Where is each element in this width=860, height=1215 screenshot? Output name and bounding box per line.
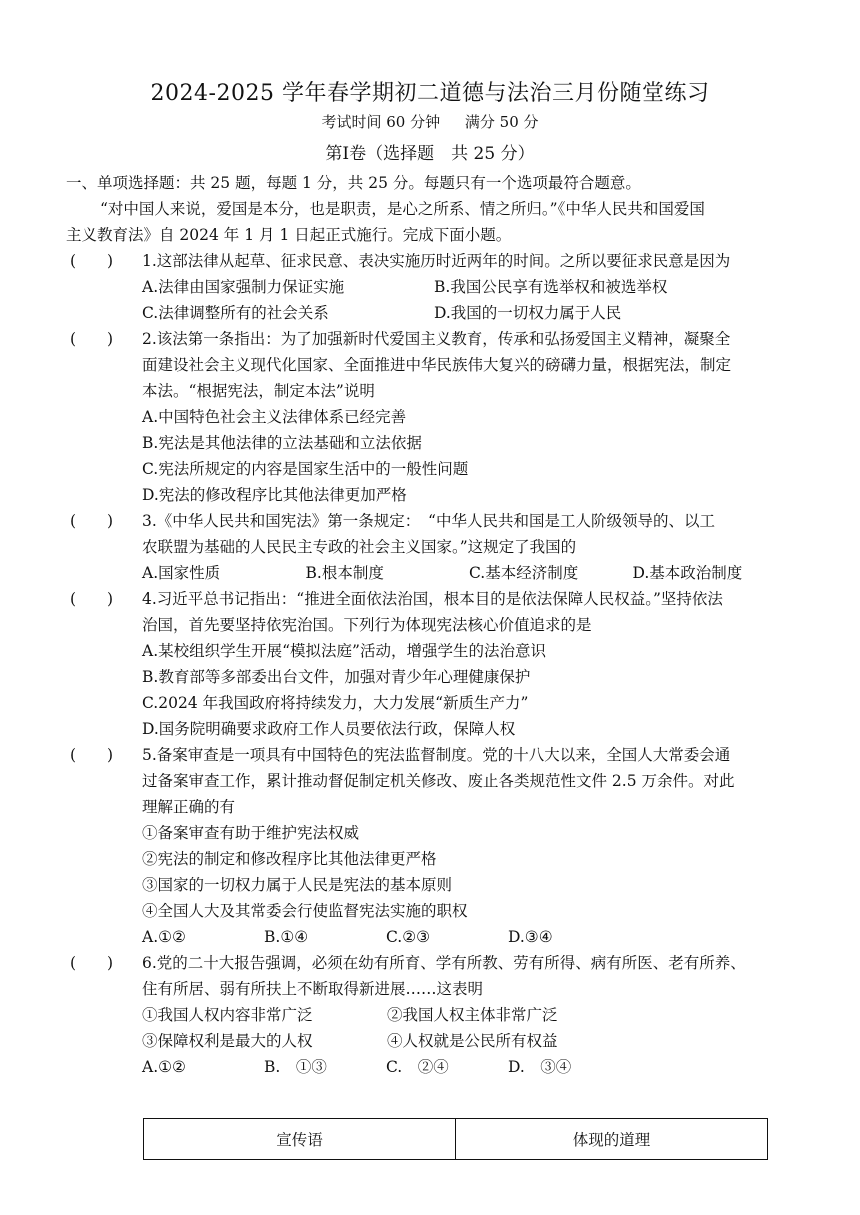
answer-blank[interactable]: ( ) [70,330,114,348]
question-1 [66,248,796,274]
option-d: D.③④ [508,928,553,946]
statement-1: ①我国人权内容非常广泛 [142,1006,313,1024]
question-stem: 1.这部法律从起草、征求民意、表决实施历时近两年的时间。之所以要征求民意是因为 [142,252,731,270]
part-heading: 一、单项选择题：共 25 题，每题 1 分，共 25 分。每题只有一个选项最符合题意。 [66,174,641,192]
section-title: 第Ⅰ卷（选择题 共 25 分） [325,144,535,164]
option-a: A.法律由国家强制力保证实施 [142,278,345,296]
options-row [66,924,796,950]
question-stem-line: 面建设社会主义现代化国家、全面推进中华民族伟大复兴的磅礴力量，根据宪法，制定 [142,356,732,374]
option-c: C.2024 年我国政府将持续发力，大力发展“新质生产力” [142,694,529,712]
option-a: A.中国特色社会主义法律体系已经完善 [142,408,407,426]
option-d: D.我国的一切权力属于人民 [434,304,622,322]
answer-blank[interactable]: ( ) [70,512,114,530]
options-row [66,560,796,586]
question-stem-line: 住有所居、弱有所扶上不断取得新进展……这表明 [142,980,484,998]
question-stem-line: 过备案审查工作，累计推动督促制定机关修改、废止各类规范性文件 2.5 万余件。对此 [142,772,735,790]
question-stem: 4.习近平总书记指出：“推进全面依法治国，根本目的是依法保障人民权益。”坚持依法 [142,590,723,608]
statement-3: ③国家的一切权力属于人民是宪法的基本原则 [142,876,453,894]
statement-4: ④人权就是公民所有权益 [387,1032,558,1050]
option-d: D.国务院明确要求政府工作人员要依法行政，保障人权 [142,720,516,738]
option-c: C.法律调整所有的社会关系 [142,304,329,322]
statement-2: ②我国人权主体非常广泛 [387,1006,558,1024]
statement-3: ③保障权利是最大的人权 [142,1032,313,1050]
option-c: C. ②④ [386,1058,449,1076]
statement-4: ④全国人大及其常委会行使监督宪法实施的职权 [142,902,468,920]
option-a: A.①② [142,1058,186,1076]
options-row [66,1054,796,1080]
option-b: B.宪法是其他法律的立法基础和立法依据 [142,434,422,452]
option-a: A.国家性质 [142,564,221,582]
option-b: B.①④ [264,928,309,946]
answer-blank[interactable]: ( ) [70,252,114,270]
table-header-row [144,1119,768,1160]
option-d: D.基本政治制度 [632,564,743,582]
statements-row [66,1002,796,1028]
slogan-table [143,1118,768,1160]
option-b: B. ①③ [264,1058,327,1076]
answer-blank[interactable]: ( ) [70,746,114,764]
statement-2: ②宪法的制定和修改程序比其他法律更严格 [142,850,437,868]
option-c: C.基本经济制度 [469,564,579,582]
option-a: A.①② [142,928,186,946]
question-stem-line: 治国，首先要坚持依宪治国。下列行为体现宪法核心价值追求的是 [142,616,592,634]
intro-line: “对中国人来说，爱国是本分，也是职责，是心之所系、情之所归。”《中华人民共和国爱国 [100,200,705,218]
question-2 [66,326,796,352]
option-c: C.②③ [386,928,431,946]
intro-line: 主义教育法》自 2024 年 1 月 1 日起正式施行。完成下面小题。 [66,226,512,244]
exam-info [0,111,860,132]
statement-1: ①备案审查有助于维护宪法权威 [142,824,360,842]
option-c: C.宪法所规定的内容是国家生活中的一般性问题 [142,460,469,478]
option-b: B.我国公民享有选举权和被选举权 [434,278,668,296]
option-d: D. ③④ [508,1058,572,1076]
question-stem-line: 农联盟为基础的人民民主专政的社会主义国家。”这规定了我国的 [142,538,577,556]
question-stem: 3.《中华人民共和国宪法》第一条规定： “中华人民共和国是工人阶级领导的、以工 [142,512,715,530]
question-stem-line: 本法。“根据宪法，制定本法”说明 [142,382,375,400]
question-6 [66,950,796,976]
exam-score: 满分 50 分 [464,113,539,131]
option-a: A.某校组织学生开展“模拟法庭”活动，增强学生的法治意识 [142,642,546,660]
question-5 [66,742,796,768]
option-d: D.宪法的修改程序比其他法律更加严格 [142,486,407,504]
answer-blank[interactable]: ( ) [70,590,114,608]
exam-time: 考试时间 60 分钟 [321,113,441,131]
statements-row [66,1028,796,1054]
table-header-principle: 体现的道理 [456,1119,768,1160]
option-b: B.根本制度 [305,564,384,582]
question-stem: 6.党的二十大报告强调，必须在幼有所育、学有所教、劳有所得、病有所医、老有所养、 [142,954,746,972]
options-row [66,300,796,326]
question-stem: 5.备案审查是一项具有中国特色的宪法监督制度。党的十八大以来，全国人大常委会通 [142,746,731,764]
question-content [66,170,796,1080]
exam-title: 2024-2025 学年春学期初二道德与法治三月份随堂练习 [150,81,710,106]
question-3 [66,508,796,534]
answer-blank[interactable]: ( ) [70,954,114,972]
options-row [66,274,796,300]
question-stem-line: 理解正确的有 [142,798,236,816]
question-stem: 2.该法第一条指出：为了加强新时代爱国主义教育，传承和弘扬爱国主义精神，凝聚全 [142,330,731,348]
question-4 [66,586,796,612]
table-header-slogan: 宣传语 [144,1119,456,1160]
option-b: B.教育部等多部委出台文件，加强对青少年心理健康保护 [142,668,531,686]
